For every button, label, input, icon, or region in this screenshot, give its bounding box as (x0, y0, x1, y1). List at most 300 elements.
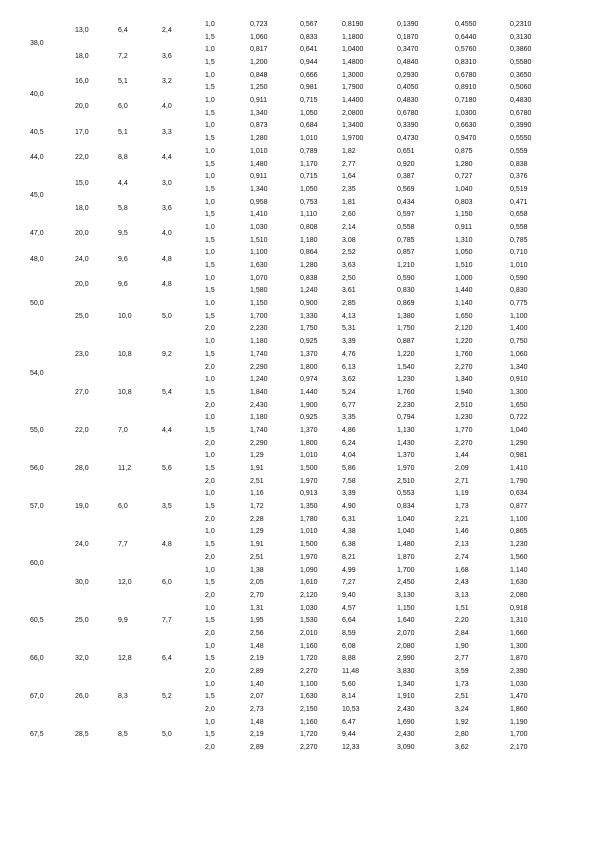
table-cell: 1,180 (300, 236, 318, 244)
subgroup-value-cell: 30,0 (75, 579, 89, 587)
table-cell: 1,740 (250, 350, 268, 358)
table-cell: 0,7180 (455, 97, 477, 105)
table-cell: 1,770 (455, 426, 473, 434)
table-cell: 0,4050 (397, 84, 419, 92)
table-cell: 0,865 (510, 528, 528, 536)
table-cell: 1,3000 (342, 71, 364, 79)
group-value-cell: 47,0 (30, 230, 44, 238)
table-cell: 1,64 (342, 173, 356, 181)
table-cell: 1,630 (510, 579, 528, 587)
subgroup-value-cell: 19,0 (75, 503, 89, 511)
table-row (30, 95, 565, 108)
table-cell: 0,750 (510, 338, 528, 346)
table-cell: 0,569 (397, 185, 415, 193)
table-cell: 1,150 (397, 604, 415, 612)
table-cell: 1,580 (250, 287, 268, 295)
table-cell: 1,870 (397, 553, 415, 561)
table-cell: 1,0 (205, 718, 215, 726)
table-cell: 0,877 (510, 503, 528, 511)
table-cell: 2,85 (342, 300, 356, 308)
table-cell: 1,430 (397, 439, 415, 447)
table-cell: 0,6780 (455, 71, 477, 79)
table-cell: 1,000 (455, 274, 473, 282)
table-cell: 1,72 (250, 503, 264, 511)
table-cell: 1,95 (250, 617, 264, 625)
table-cell: 1,630 (250, 262, 268, 269)
table-cell: 0,925 (300, 338, 318, 346)
table-cell: 1,070 (250, 274, 268, 282)
table-cell: 1,050 (455, 249, 473, 257)
table-cell: 0,753 (300, 198, 318, 206)
table-cell: 2,290 (250, 439, 268, 447)
subgroup-value-cell: 20,0 (75, 103, 89, 111)
subgroup-value-cell: 7,2 (118, 52, 128, 60)
table-cell: 2,070 (397, 629, 415, 637)
subgroup-value-cell: 7,7 (118, 541, 128, 549)
table-cell: 1,48 (250, 718, 264, 726)
group-value-cell: 44,0 (30, 154, 44, 162)
table-cell: 0,6780 (397, 109, 419, 117)
table-cell: 1,100 (250, 249, 268, 257)
table-cell: 2,150 (300, 706, 318, 714)
table-cell: 2,120 (455, 325, 473, 333)
table-cell: 1,970 (300, 553, 318, 561)
subgroup-value-cell: 10,0 (118, 312, 132, 320)
table-cell: 1,5 (205, 541, 215, 549)
table-cell: 0,911 (250, 97, 267, 105)
table-cell: 2,52 (342, 249, 356, 257)
table-cell: 0,434 (397, 198, 415, 206)
table-cell: 0,817 (250, 46, 268, 54)
table-cell: 1,410 (250, 211, 268, 219)
table-cell: 1,40 (250, 680, 264, 688)
table-row (30, 564, 565, 577)
table-cell: 1,750 (300, 325, 318, 333)
table-cell: 1,030 (250, 223, 268, 231)
subgroup-value-cell: 20,0 (75, 281, 89, 289)
table-cell: 1,5 (205, 135, 215, 143)
table-cell: 2,35 (342, 185, 356, 193)
table-cell: 0,5060 (510, 84, 532, 92)
table-cell: 1,010 (300, 528, 318, 536)
table-cell: 2,09 (455, 465, 469, 472)
table-cell: 1,760 (397, 388, 415, 396)
table-cell: 4,38 (342, 528, 356, 536)
table-cell: 0,785 (510, 236, 528, 244)
table-cell: 1,310 (510, 617, 528, 625)
subgroup-value-cell: 23,0 (75, 350, 89, 358)
table-cell: 1,900 (300, 401, 318, 409)
subgroup-value-cell: 9,9 (118, 617, 128, 625)
table-cell: 5,60 (342, 680, 356, 688)
table-cell: 1,300 (510, 642, 528, 650)
subgroup-value-cell: 4,8 (162, 255, 172, 263)
table-cell: 5,86 (342, 465, 356, 472)
table-cell: 1,720 (300, 731, 318, 739)
table-cell: 1,480 (250, 160, 268, 168)
table-cell: 1,0 (205, 122, 215, 130)
table-cell: 1,3400 (342, 122, 364, 130)
subgroup-value-cell: 13,0 (75, 27, 89, 35)
table-cell: 1,190 (510, 718, 528, 726)
subgroup-value-cell: 7,0 (118, 426, 128, 434)
table-cell: 1,5 (205, 465, 215, 472)
table-cell: 2,21 (455, 515, 469, 523)
table-cell: 2,430 (397, 731, 415, 739)
table-cell: 0,864 (300, 249, 318, 257)
table-cell: 2,080 (397, 642, 415, 650)
table-cell: 1,940 (455, 388, 473, 396)
subgroup-value-cell: 10,8 (118, 350, 132, 358)
table-cell: 3,24 (455, 706, 469, 714)
table-cell: 0,808 (300, 223, 318, 231)
table-cell: 2,19 (250, 731, 264, 739)
table-cell: 1,0 (205, 71, 215, 79)
table-cell: 1,19 (455, 490, 469, 498)
table-cell: 3,39 (342, 490, 356, 498)
subgroup-value-cell: 25,0 (75, 312, 89, 320)
table-body (30, 19, 565, 755)
table-cell: 0,6440 (455, 33, 477, 41)
table-cell: 0,634 (510, 490, 528, 498)
table-cell: 0,4830 (397, 97, 419, 105)
subgroup-value-cell: 10,8 (118, 388, 132, 396)
table-cell: 1,010 (250, 147, 268, 155)
table-cell: 0,651 (397, 147, 415, 155)
table-cell: 3,090 (397, 744, 415, 752)
table-cell: 2,71 (455, 477, 469, 485)
group-value-cell: 67,0 (30, 693, 44, 701)
table-cell: 0,981 (510, 452, 528, 460)
subgroup-value-cell: 28,5 (75, 731, 89, 739)
table-cell: 1,340 (250, 185, 268, 193)
table-cell: 1,5 (205, 388, 215, 396)
table-cell: 1,510 (455, 262, 473, 269)
table-cell: 8,88 (342, 655, 356, 663)
table-cell: 0,3860 (510, 46, 532, 54)
table-cell: 2,0800 (342, 109, 364, 117)
table-cell: 7,27 (342, 579, 356, 587)
table-cell: 0,710 (510, 249, 528, 257)
table-cell: 1,970 (300, 477, 318, 485)
subgroup-value-cell: 4,4 (118, 179, 128, 187)
table-cell: 2,170 (510, 744, 528, 752)
table-cell: 1,5 (205, 503, 215, 511)
table-cell: 1,4400 (342, 97, 364, 105)
table-cell: 1,410 (510, 465, 528, 472)
subgroup-value-cell: 15,0 (75, 179, 89, 187)
table-cell: 0,387 (397, 173, 415, 181)
table-cell: 1,780 (300, 515, 318, 523)
subgroup-value-cell: 5,2 (162, 693, 172, 701)
table-cell: 0,785 (397, 236, 415, 244)
table-cell: 1,250 (250, 84, 268, 92)
table-row (30, 145, 565, 158)
table-cell: 1,0 (205, 198, 215, 206)
table-cell: 2,07 (250, 693, 264, 701)
table-cell: 1,150 (455, 211, 473, 219)
table-cell: 0,900 (300, 300, 318, 308)
table-cell: 0,830 (397, 287, 415, 295)
table-cell: 1,090 (300, 566, 318, 574)
subgroup-value-cell: 11,2 (118, 465, 132, 472)
subgroup-value-cell: 5,1 (118, 128, 128, 136)
table-cell: 1,0 (205, 223, 215, 231)
table-cell: 2,77 (342, 160, 356, 168)
table-cell: 1,46 (455, 528, 469, 536)
table-cell: 1,040 (455, 185, 473, 193)
table-cell: 11,48 (342, 668, 359, 675)
table-cell: 1,5 (205, 109, 215, 117)
table-cell: 4,76 (342, 350, 356, 358)
table-cell: 1,050 (300, 185, 318, 193)
table-cell: 1,500 (300, 465, 318, 472)
subgroup-value-cell: 9,6 (118, 255, 128, 263)
table-cell: 1,91 (250, 465, 264, 472)
table-cell: 6,64 (342, 617, 356, 625)
table-cell: 2,77 (455, 655, 469, 663)
table-cell: 2,270 (300, 668, 318, 675)
table-cell: 1,040 (397, 515, 415, 523)
table-cell: 10,53 (342, 706, 360, 714)
table-cell: 1,0400 (342, 46, 364, 54)
table-cell: 1,310 (455, 236, 473, 244)
table-cell: 2,73 (250, 706, 264, 714)
table-cell: 2,0 (205, 706, 215, 714)
table-cell: 1,0 (205, 566, 215, 574)
table-cell: 1,210 (397, 262, 415, 269)
group-value-cell: 50,0 (30, 300, 44, 308)
table-cell: 0,875 (455, 147, 473, 155)
table-cell: 3,13 (455, 591, 469, 599)
table-row (30, 298, 565, 311)
table-cell: 1,100 (510, 312, 528, 320)
table-cell: 3,35 (342, 414, 356, 422)
table-row (30, 171, 565, 184)
table-cell: 0,558 (510, 223, 528, 231)
table-cell: 1,280 (250, 135, 268, 143)
subgroup-value-cell: 4,8 (162, 541, 172, 549)
subgroup-value-cell: 17,0 (75, 128, 89, 136)
table-cell: 1,610 (300, 579, 318, 587)
table-cell: 1,440 (455, 287, 473, 295)
group-value-cell: 55,0 (30, 426, 44, 434)
subgroup-value-cell: 6,0 (118, 503, 128, 511)
group-value-cell: 67,5 (30, 731, 44, 739)
table-cell: 1,750 (397, 325, 415, 333)
table-cell: 1,700 (510, 731, 528, 739)
table-cell: 2,56 (250, 629, 264, 637)
table-cell: 0,519 (510, 185, 528, 193)
table-row (30, 412, 565, 425)
table-cell: 0,830 (510, 287, 528, 295)
table-cell: 0,4830 (510, 97, 532, 105)
table-cell: 3,62 (342, 376, 356, 384)
table-cell: 1,5 (205, 262, 215, 269)
table-cell: 1,7900 (342, 84, 364, 92)
subgroup-value-cell: 5,8 (118, 204, 128, 212)
table-cell: 0,834 (397, 503, 415, 511)
table-cell: 7,58 (342, 477, 356, 485)
table-cell: 4,86 (342, 426, 356, 434)
table-cell: 2,80 (455, 731, 469, 739)
group-value-cell: 66,0 (30, 655, 44, 663)
subgroup-value-cell: 4,4 (162, 154, 172, 162)
table-cell: 0,641 (300, 46, 318, 54)
table-cell: 0,944 (300, 59, 318, 66)
table-cell: 2,19 (250, 655, 264, 663)
table-cell: 1,050 (300, 109, 318, 117)
table-cell: 0,8190 (342, 20, 364, 28)
table-cell: 1,470 (510, 693, 528, 701)
table-cell: 1,290 (510, 439, 528, 447)
table-cell: 1,0 (205, 680, 215, 688)
table-cell: 0,597 (397, 211, 415, 219)
table-cell: 0,9470 (455, 135, 477, 143)
table-cell: 1,90 (455, 642, 469, 650)
table-cell: 3,08 (342, 236, 356, 244)
table-cell: 1,5 (205, 655, 215, 663)
table-cell: 1,73 (455, 503, 469, 511)
subgroup-value-cell: 6,0 (118, 103, 128, 111)
table-cell: 2,89 (250, 744, 264, 752)
table-cell: 1,370 (300, 350, 318, 358)
table-cell: 0,6780 (510, 109, 532, 117)
table-cell: 0,981 (300, 84, 318, 92)
subgroup-value-cell: 4,8 (162, 281, 172, 289)
table-cell: 5,24 (342, 388, 356, 396)
table-cell: 1,240 (300, 287, 318, 295)
table-cell: 1,380 (397, 312, 415, 320)
subgroup-value-cell: 3,6 (162, 52, 172, 60)
table-cell: 1,0 (205, 147, 215, 155)
table-row (30, 678, 565, 691)
table-cell: 1,910 (397, 693, 415, 701)
table-row (30, 526, 565, 539)
table-cell: 1,530 (300, 617, 318, 625)
table-cell: 1,340 (510, 363, 528, 371)
subgroup-value-cell: 24,0 (75, 255, 89, 263)
table-cell: 3,130 (397, 591, 415, 599)
table-cell: 1,200 (250, 59, 268, 66)
table-cell: 0,559 (510, 147, 528, 155)
table-cell: 1,0 (205, 173, 215, 181)
subgroup-value-cell: 6,4 (162, 655, 172, 663)
table-cell: 1,040 (397, 528, 415, 536)
table-row (30, 602, 565, 615)
table-cell: 1,51 (455, 604, 469, 612)
table-cell: 1,0 (205, 604, 215, 612)
table-cell: 0,666 (300, 71, 318, 79)
table-cell: 0,925 (300, 414, 318, 422)
table-cell: 1,510 (250, 236, 268, 244)
table-cell: 0,833 (300, 33, 318, 41)
table-cell: 1,340 (455, 376, 473, 384)
table-cell: 2,0 (205, 439, 215, 447)
table-cell: 2,0 (205, 363, 215, 371)
subgroup-value-cell: 3,3 (162, 128, 172, 136)
subgroup-value-cell: 3,6 (162, 204, 172, 212)
group-value-cell: 57,0 (30, 503, 44, 511)
table-cell: 0,794 (397, 414, 415, 422)
table-cell: 1,180 (250, 414, 268, 422)
table-cell: 1,630 (300, 693, 318, 701)
subgroup-value-cell: 12,8 (118, 655, 132, 663)
table-cell: 1,5 (205, 426, 215, 434)
table-cell: 2,20 (455, 617, 469, 625)
table-cell: 1,9700 (342, 135, 364, 143)
table-cell: 1,100 (300, 680, 318, 688)
table-cell: 0,775 (510, 300, 528, 308)
table-cell: 1,0 (205, 46, 215, 54)
table-cell: 0,8310 (455, 59, 477, 66)
table-cell: 1,720 (300, 655, 318, 663)
table-cell: 1,0 (205, 249, 215, 257)
subgroup-value-cell: 5,4 (162, 388, 172, 396)
table-cell: 3,59 (455, 668, 469, 675)
subgroup-value-cell: 12,0 (118, 579, 132, 587)
table-cell: 2,270 (455, 363, 473, 371)
table-cell: 1,500 (300, 541, 318, 549)
table-cell: 1,650 (510, 401, 528, 409)
table-cell: 2,080 (510, 591, 528, 599)
table-cell: 1,0 (205, 452, 215, 460)
table-cell: 0,838 (300, 274, 318, 282)
subgroup-value-cell: 7,7 (162, 617, 172, 625)
table-cell: 2,270 (300, 744, 318, 752)
table-cell: 2,51 (250, 477, 264, 485)
table-cell: 8,59 (342, 629, 356, 637)
subgroup-value-cell: 32,0 (75, 655, 89, 663)
group-value-cell: 45,0 (30, 192, 44, 200)
subgroup-value-cell: 18,0 (75, 52, 89, 60)
table-cell: 0,789 (300, 147, 318, 155)
group-value-cell: 40,5 (30, 128, 44, 136)
table-cell: 3,61 (342, 287, 356, 295)
subgroup-value-cell: 4,0 (162, 103, 172, 111)
table-cell: 0,838 (510, 160, 528, 168)
table-cell: 3,62 (455, 744, 469, 752)
table-cell: 1,5 (205, 579, 215, 587)
table-cell: 1,230 (510, 541, 528, 549)
table-cell: 1,5 (205, 185, 215, 193)
table-cell: 1,840 (250, 388, 268, 396)
table-cell: 2,510 (397, 477, 415, 485)
table-cell: 0,590 (510, 274, 528, 282)
table-cell: 0,727 (455, 173, 473, 181)
table-cell: 1,140 (510, 566, 528, 574)
table-cell: 2,0 (205, 477, 215, 485)
table-cell: 0,873 (250, 122, 268, 130)
table-cell: 1,740 (250, 426, 268, 434)
table-cell: 1,0 (205, 376, 215, 384)
table-cell: 0,1870 (397, 33, 419, 41)
table-cell: 6,24 (342, 439, 356, 447)
table-cell: 1,280 (300, 262, 318, 269)
table-cell: 2,010 (300, 629, 318, 637)
table-cell: 9,44 (342, 731, 356, 739)
table-cell: 1,0 (205, 490, 215, 498)
table-row (30, 44, 565, 57)
table-cell: 0,376 (510, 173, 528, 181)
table-row (30, 247, 565, 260)
table-cell: 0,869 (397, 300, 415, 308)
table-cell: 1,690 (397, 718, 415, 726)
table-cell: 2,290 (250, 363, 268, 371)
table-cell: 0,2310 (510, 20, 532, 28)
table-cell: 2,450 (397, 579, 415, 587)
table-cell: 1,0 (205, 642, 215, 650)
